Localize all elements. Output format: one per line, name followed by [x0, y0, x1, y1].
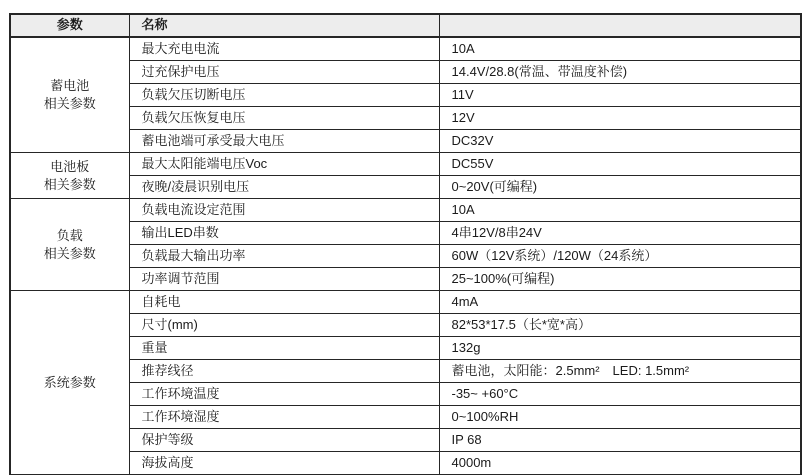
table-row: [10, 84, 801, 107]
param-value-cell: -35~ +60°C: [439, 383, 801, 406]
table-row: [10, 314, 801, 337]
param-name-cell: 夜晚/凌晨识别电压: [129, 176, 439, 199]
param-value-cell: DC55V: [439, 153, 801, 176]
group-label-line: 相关参数: [43, 245, 96, 261]
param-value-cell: DC32V: [439, 130, 801, 153]
table-row: [10, 153, 801, 176]
param-value-cell: 蓄电池，太阳能：2.5mm² LED: 1.5mm²: [439, 360, 801, 383]
param-name-cell: 输出LED串数: [129, 222, 439, 245]
group-label-line: 系统参数: [43, 374, 96, 390]
param-group-cell-solar-panel: [10, 153, 129, 199]
param-group-cell-battery: [10, 37, 129, 153]
table-row: [10, 452, 801, 475]
param-name-cell: 蓄电池端可承受最大电压: [129, 130, 439, 153]
param-name-cell: 推荐线径: [129, 360, 439, 383]
param-name-cell: 尺寸(mm): [129, 314, 439, 337]
table-row: [10, 107, 801, 130]
param-name-cell: 最大充电电流: [129, 37, 439, 61]
table-row: [10, 245, 801, 268]
param-value-cell: 60W（12V系统）/120W（24系统）: [439, 245, 801, 268]
param-value-cell: 0~100%RH: [439, 406, 801, 429]
param-value-cell: 12V: [439, 107, 801, 130]
group-label-line: 相关参数: [43, 176, 96, 192]
spec-table: [9, 13, 802, 475]
param-name-cell: 重量: [129, 337, 439, 360]
header-name: 名称: [129, 14, 439, 37]
group-label-line: 电池板: [50, 158, 90, 174]
param-name-cell: 负载电流设定范围: [129, 199, 439, 222]
header-value: [439, 14, 801, 37]
param-name-cell: 负载欠压恢复电压: [129, 107, 439, 130]
param-value-cell: 10A: [439, 37, 801, 61]
table-row: [10, 360, 801, 383]
param-value-cell: 10A: [439, 199, 801, 222]
param-value-cell: 11V: [439, 84, 801, 107]
header-row: [10, 14, 801, 37]
table-row: [10, 37, 801, 61]
param-name-cell: 海拔高度: [129, 452, 439, 475]
param-group-cell-load: [10, 199, 129, 291]
param-name-cell: 负载最大输出功率: [129, 245, 439, 268]
param-value-cell: 132g: [439, 337, 801, 360]
group-label-line: 相关参数: [43, 96, 96, 111]
param-name-cell: 工作环境湿度: [129, 406, 439, 429]
table-row: [10, 268, 801, 291]
param-value-cell: 4000m: [439, 452, 801, 475]
table-row: [10, 176, 801, 199]
group-label-line: 负载: [56, 227, 83, 243]
param-value-cell: 4串12V/8串24V: [439, 222, 801, 245]
table-row: [10, 61, 801, 84]
table-row: [10, 130, 801, 153]
table-row: [10, 291, 801, 314]
table-row: [10, 383, 801, 406]
param-name-cell: 负载欠压切断电压: [129, 84, 439, 107]
header-param: 参数: [10, 14, 129, 37]
table-row: [10, 337, 801, 360]
param-value-cell: 14.4V/28.8(常温、带温度补偿): [439, 61, 801, 84]
table-row: [10, 222, 801, 245]
param-value-cell: 0~20V(可编程): [439, 176, 801, 199]
table-row: [10, 199, 801, 222]
param-name-cell: 最大太阳能端电压Voc: [129, 153, 439, 176]
table-row: [10, 406, 801, 429]
param-value-cell: 4mA: [439, 291, 801, 314]
param-value-cell: 25~100%(可编程): [439, 268, 801, 291]
param-value-cell: IP 68: [439, 429, 801, 452]
param-name-cell: 功率调节范围: [129, 268, 439, 291]
table-row: [10, 429, 801, 452]
param-name-cell: 自耗电: [129, 291, 439, 314]
param-name-cell: 工作环境温度: [129, 383, 439, 406]
param-name-cell: 保护等级: [129, 429, 439, 452]
param-group-cell-system: [10, 291, 129, 475]
group-label-line: 蓄电池: [50, 78, 90, 94]
param-name-cell: 过充保护电压: [129, 61, 439, 84]
param-value-cell: 82*53*17.5（长*宽*高）: [439, 314, 801, 337]
